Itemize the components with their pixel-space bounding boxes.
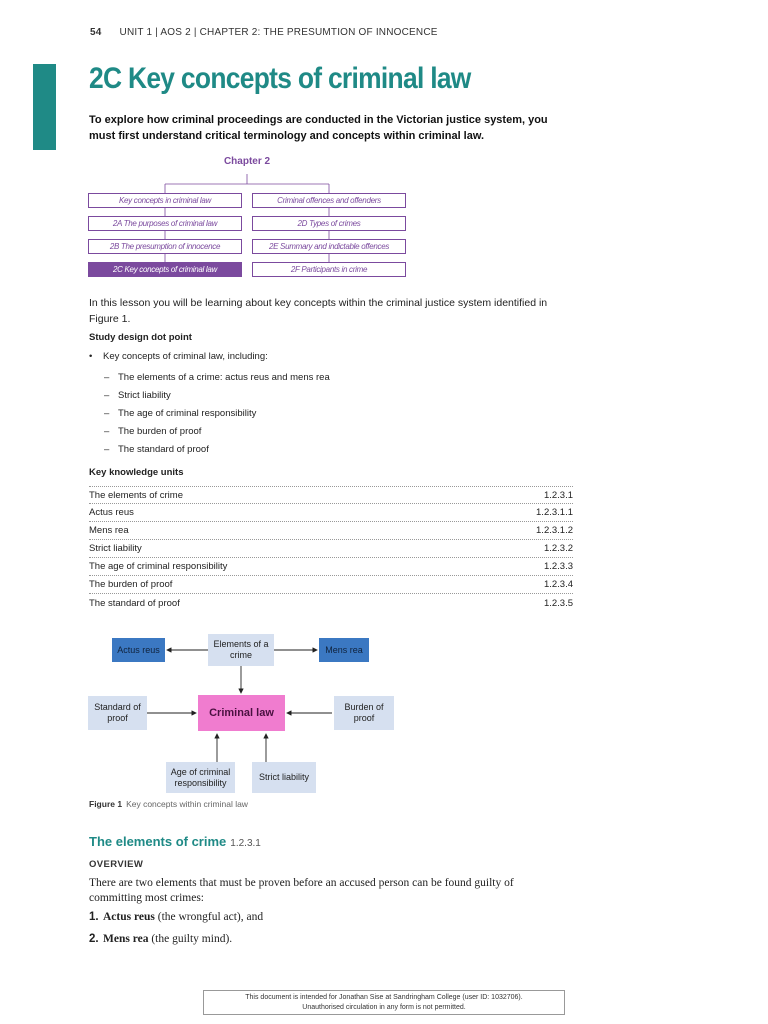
subpoint-text: The standard of proof [118,444,209,455]
chapter-box-right-0: Criminal offences and offenders [252,193,406,208]
item-term: Actus reus [103,911,155,923]
row-label: The elements of crime [89,489,183,501]
row-code: 1.2.3.3 [543,561,573,572]
row-code: 1.2.3.1.2 [536,525,573,536]
table-row [89,558,573,576]
running-title: UNIT 1 | AOS 2 | CHAPTER 2: THE PRESUMTION OF INNOCENCE [119,27,438,38]
figure-caption-label: Figure 1 [89,799,123,809]
title-accent-bar [33,64,56,150]
numbered-item [89,911,263,923]
license-line-2: Unauthorised circulation in any form is not permitted. [302,1004,466,1011]
study-design-subpoints [104,372,330,462]
row-label: The standard of proof [89,597,180,609]
row-code: 1.2.3.5 [543,597,573,609]
chapter-box-right-3: 2F Participants in crime [252,262,406,277]
age-of-criminal-responsibility-box: Age of criminal responsibility [166,762,235,793]
subpoint: – The standard of proof [104,444,209,455]
row-label: The burden of proof [89,579,173,590]
intro-paragraph: To explore how criminal proceedings are conducted in the Victorian justice system, you must first understand critical terminology and concepts within criminal law. [89,114,548,142]
subpoint-text: The age of criminal responsibility [118,408,257,419]
lesson-paragraph: In this lesson you will be learning about key concepts within the criminal justice system identified in Figure 1. [89,297,548,325]
item-number: 2. [89,933,99,945]
table-row [89,576,573,594]
chapter-box-left-0: Key concepts in criminal law [88,193,242,208]
section-body: There are two elements that must be proven before an accused person can be found guilty of committing most crimes: [89,877,514,904]
page-title: 2C Key concepts of criminal law [89,62,471,95]
chapter-box-left-2: 2B The presumption of innocence [88,239,242,254]
chapter-box-left-3-current: 2C Key concepts of criminal law [88,262,242,277]
study-design-title: Study design dot point [89,332,192,343]
running-header [90,27,438,38]
subpoint-text: The elements of a crime: actus reus and mens rea [118,372,330,383]
table-row [89,540,573,558]
numbered-item [89,933,232,945]
standard-of-proof-box: Standard of proof [88,696,147,730]
table-row [89,522,573,540]
overview-label: OVERVIEW [89,859,144,870]
item-rest: (the wrongful act), and [154,911,264,923]
subpoint-text: Strict liability [118,390,171,401]
section-code: 1.2.3.1 [230,838,261,849]
row-code: 1.2.3.1.1 [536,507,573,518]
actus-reus-box: Actus reus [112,638,165,662]
elements-of-crime-box: Elements of a crime [208,634,274,666]
chapter-box-right-1: 2D Types of crimes [252,216,406,231]
key-knowledge-title: Key knowledge units [89,467,184,478]
section-heading [89,834,261,849]
chapter-box-left-1: 2A The purposes of criminal law [88,216,242,231]
item-rest: (the guilty mind). [148,933,233,945]
row-label: Actus reus [89,507,134,518]
row-label: The age of criminal responsibility [89,561,228,572]
row-label: Mens rea [89,525,129,536]
study-design-bullet [89,351,268,362]
criminal-law-box: Criminal law [198,695,285,731]
burden-of-proof-box: Burden of proof [334,696,394,730]
table-row [89,504,573,522]
section-title: The elements of crime [89,834,227,849]
page-number: 54 [90,27,102,38]
subpoint-text: The burden of proof [118,426,202,437]
subpoint: – The elements of a crime: actus reus and mens rea [104,372,330,383]
bullet-dot: • [89,351,93,362]
row-code: 1.2.3.1 [543,489,573,501]
item-number: 1. [89,911,99,923]
mens-rea-box: Mens rea [319,638,369,662]
figure-1-diagram [88,632,408,797]
item-term: Mens rea [103,933,149,945]
row-code: 1.2.3.2 [543,543,573,554]
table-row [89,486,573,504]
license-notice [203,990,565,1015]
row-code: 1.2.3.4 [543,579,573,590]
table-row [89,594,573,612]
figure-caption-text: Key concepts within criminal law [126,799,248,809]
strict-liability-box: Strict liability [252,762,316,793]
chapter-map-title: Chapter 2 [223,156,271,167]
chapter-box-right-2: 2E Summary and indictable offences [252,239,406,254]
license-line-1: This document is intended for Jonathan Sise at Sandringham College (user ID: 1032706). [245,994,523,1001]
key-knowledge-table [89,486,573,612]
figure-caption [89,799,248,809]
study-design-bullet-text: Key concepts of criminal law, including: [103,351,268,362]
row-label: Strict liability [89,543,142,554]
chapter-map [88,156,406,282]
subpoint: – Strict liability [104,390,171,401]
subpoint: – The age of criminal responsibility [104,408,257,419]
subpoint: – The burden of proof [104,426,202,437]
